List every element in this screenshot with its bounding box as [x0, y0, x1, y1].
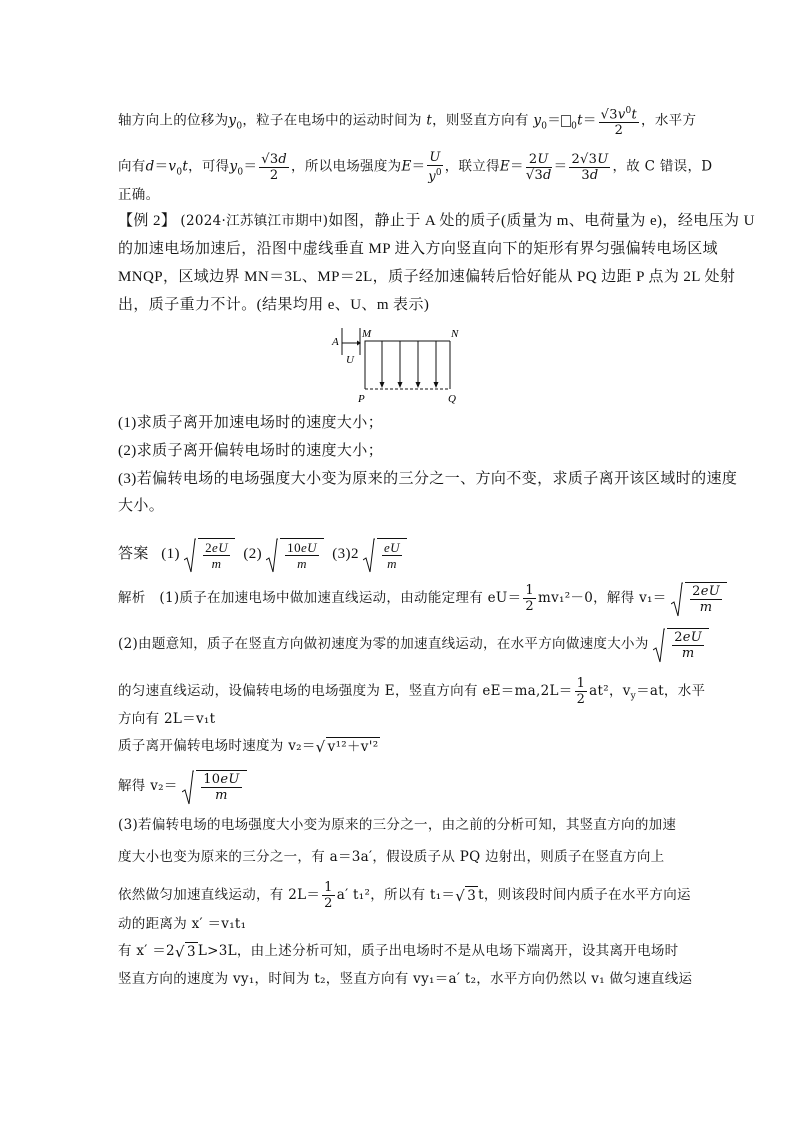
text-span: 如图，静止于 A 处的质子(质量为 m、电荷量为 e)，经电压为 U: [328, 213, 755, 229]
field-arrowheads: [380, 382, 439, 388]
field-lines: [382, 341, 436, 385]
solution-line-9: [118, 880, 691, 911]
fraction: $\frac{U}{y^0}$: [428, 150, 442, 185]
label-N: N: [451, 328, 459, 340]
text-span: 质子离开偏转电场时速度为 v₂＝: [118, 738, 316, 754]
fraction-half: $\frac{1}{2}$: [576, 676, 586, 707]
question-2: (2)求质子离开偏转电场时的速度大小；: [118, 443, 384, 459]
sqrt-10eU-m: $\frac{10eU}{m}$: [182, 770, 246, 803]
solution-line-8: 度大小也变为原来的三分之一，有 a＝3a′，假设质子从 PQ 边射出，则质子在竖直方向上: [118, 849, 665, 865]
solution-line-4: 方向有 2L＝v₁t: [118, 711, 216, 727]
solution-line-7: (3)若偏转电场的电场强度大小变为原来的三分之一，由之前的分析可知，其竖直方向的加速: [118, 817, 677, 833]
sqrt-10eU-m: $\frac{10eU}{m}$: [266, 538, 324, 571]
text-span: a′ t₁²，所以有 t₁＝: [336, 887, 456, 903]
label-Q: Q: [448, 393, 456, 405]
text-line-2: 向有$d=v_0t$，可得$y_0=$ $\frac{√3d}{2}$ ，所以电场强度为E＝ $\frac{U}{y^0}$ ，联立得E＝ $\frac{2U}{√3d}$ ＝ $\frac{2√3U}{3d}$ ，故 C 错误，D: [118, 150, 713, 185]
question-3a: (3)若偏转电场的电场强度大小变为原来的三分之一、方向不变，求质子离开该区域时的速度: [118, 471, 738, 487]
field-diagram: [330, 325, 470, 405]
example-line-2: 的加速电场加速后，沿图中虚线垂直 MP 进入方向竖直向下的矩形有界匀强偏转电场区域: [118, 241, 719, 257]
text-line-3: 正确。: [118, 187, 160, 203]
text-span: ，所以电场强度为: [291, 158, 402, 175]
solution-line-10: 动的距离为 x′ ＝v₁t₁: [118, 916, 247, 932]
text-line-1: 轴方向上的位移为$y_0$，粒子在电场中的运动时间为 t，则竖直方向有 $y_0= _0t=$ $\frac{√3v^0t}{2}$ ，水平方: [118, 106, 697, 139]
example-line-1: [118, 212, 755, 230]
sqrt-3: √ 3: [174, 943, 196, 961]
field-region: [365, 341, 450, 389]
sqrt-2eU-m: $\frac{2eU}{m}$: [671, 582, 727, 615]
text-span: ，水平方: [641, 112, 697, 129]
text-span: ，故 C 错误，D: [612, 158, 713, 175]
fraction-half: $\frac{1}{2}$: [525, 583, 534, 614]
label-A: A: [332, 336, 339, 348]
sqrt-content: v¹²＋v'²: [327, 739, 379, 755]
fraction: $\frac{2√3U}{3d}$: [571, 151, 609, 183]
text-span: 有 x′ ＝2: [118, 943, 175, 959]
sqrt-2eU-m: $\frac{2eU}{m}$: [184, 538, 235, 571]
solution-line-12: 竖直方向的速度为 vy₁，时间为 t₂，竖直方向有 vy₁＝a′ t₂，水平方向仍然以 v₁ 做匀速直线运: [118, 971, 693, 987]
sqrt-velocity: √ v¹²＋v'²: [315, 738, 379, 756]
example-line-4: 出，质子重力不计。(结果均用 e、U、m 表示): [118, 297, 430, 313]
text-span: 轴方向上的位移为: [118, 112, 229, 129]
text-span: ，可得: [188, 158, 230, 175]
fraction: $\frac{2U}{√3d}$: [525, 151, 552, 183]
text-span: L>3L，由上述分析可知，质子出电场时不是从电场下端离开，设其离开电场时: [197, 943, 679, 959]
text-span: ，联立得: [444, 158, 500, 175]
sqrt-2eU-m: $\frac{2eU}{m}$: [653, 628, 709, 661]
text-span: ，则竖直方向有: [432, 112, 529, 129]
text-span: ＝at，水平: [636, 683, 706, 699]
text-span: ，粒子在电场中的运动时间为: [242, 112, 422, 129]
fraction: $\frac{√3v^0t}{2}$: [600, 106, 638, 139]
answer-1-label: (1): [161, 545, 180, 562]
answer-line: [118, 538, 407, 571]
solution-line-1: [118, 582, 727, 615]
answer-label: 答案: [118, 545, 149, 562]
question-1: (1)求质子离开加速电场时的速度大小；: [118, 415, 384, 431]
text-span: 的匀速直线运动，设偏转电场的电场强度为 E，竖直方向有 eE＝ma,2L＝: [118, 683, 573, 699]
label-U: U: [346, 354, 354, 366]
text-span: t，则该段时间内质子在水平方向运: [478, 887, 691, 903]
text-span: at²，v: [589, 683, 631, 699]
example-tag: 【例 2】: [118, 213, 177, 229]
fraction: $\frac{√3d}{2}$: [261, 151, 288, 183]
sqrt-3: √ 3: [455, 887, 477, 905]
question-3b: 大小。: [118, 498, 165, 514]
label-M: M: [362, 328, 372, 340]
label-P: P: [358, 393, 365, 405]
answer-3-label: (3)2: [332, 545, 359, 562]
solution-line-2: [118, 628, 709, 661]
fraction-half: $\frac{1}{2}$: [324, 880, 333, 911]
text-span: 解得 v₂＝: [118, 778, 178, 794]
text-span: mv₁²－0，解得 v₁＝: [537, 590, 667, 606]
text-span: 向有: [118, 158, 146, 175]
solution-line-3: 的匀速直线运动，设偏转电场的电场强度为 E，竖直方向有 eE＝ma,2L＝ $\frac{1}{2}$ at²，$v_y=at$，水平: [118, 676, 706, 707]
text-span: 解析 (1)质子在加速电场中做加速直线运动，由动能定理有 eU＝: [118, 590, 522, 606]
solution-line-5: [118, 737, 380, 756]
missing-glyph-box: [561, 115, 571, 127]
example-line-3: MNQP，区域边界 MN＝3L、MP＝2L，质子经加速偏转后恰好能从 PQ 边距 P 点为 2L 处射: [118, 269, 736, 285]
text-span: (2)由题意知，质子在竖直方向做初速度为零的加速直线运动，在水平方向做速度大小为: [118, 636, 649, 652]
solution-line-6: [118, 770, 247, 803]
solution-line-11: [118, 942, 678, 961]
answer-2-label: (2): [243, 545, 263, 562]
text-span: 依然做匀加速直线运动，有 2L＝: [118, 887, 321, 903]
sqrt-eU-m: $\frac{eU}{m}$: [363, 538, 407, 571]
example-source: (2024·江苏镇江市期中): [180, 213, 329, 229]
